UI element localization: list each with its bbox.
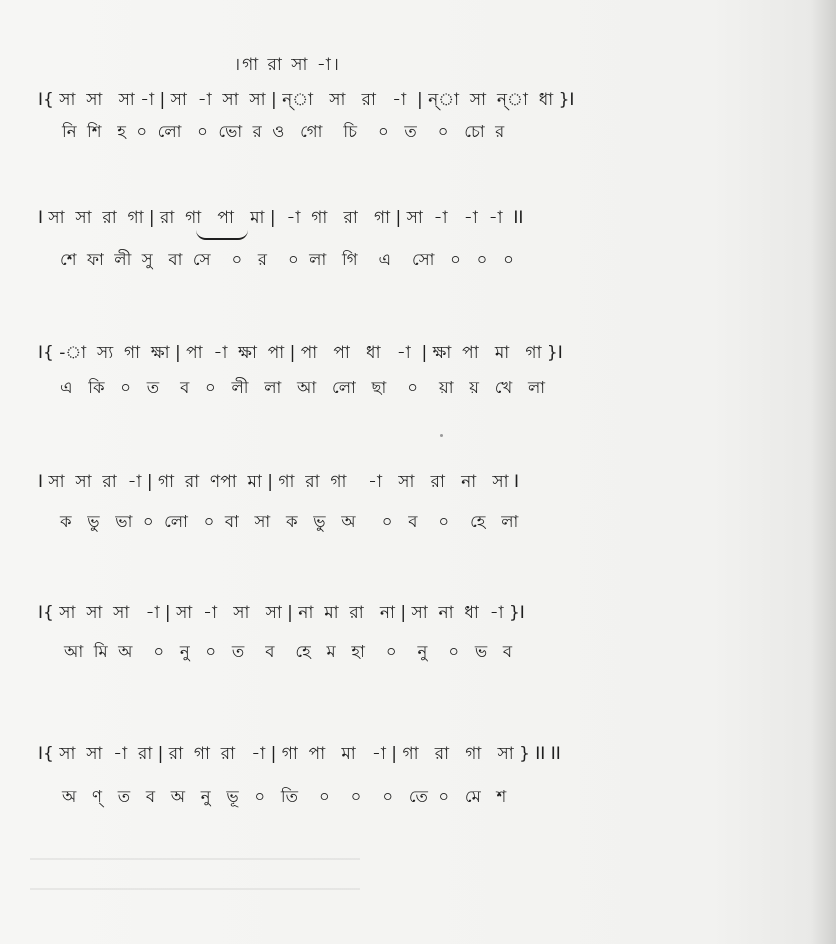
lyric-line-4: ক ভু ভা ০ লো ০ বা সা ক ভু অ ০ ব ০ হে লা: [60, 512, 519, 531]
lyric-line-6: অ ণ্‌ ত ব অ নু ভূ ০ তি ০ ০ ০ তে ০ মে শ: [62, 787, 507, 806]
notation-header: ।গা রা সা -া।: [234, 55, 341, 75]
lyric-line-3: এ কি ০ ত ব ০ লী লা আ লো ছা ০ য়া য় খে লা: [60, 378, 546, 397]
swara-line-2: I সা সা রা গা | রা গা পা মা | -া গা রা গা | সা -া -া -া II: [38, 208, 524, 228]
tie-mark: [196, 230, 248, 240]
lyric-line-5: আ মি অ ০ নু ০ ত ব হে ম হা ০ নু ০ ভ ব: [64, 642, 513, 661]
swara-line-3: I{ -া স্য গা ক্ষা | পা -া ক্ষা পা | পা পা ধা -া | ক্ষা পা মা গা }I: [38, 343, 563, 363]
show-through-bleed: [30, 858, 360, 918]
lyric-line-2: শে ফা লী সু বা সে ০ র ০ লা গি এ সো ০ ০ ০: [60, 250, 514, 269]
swara-line-5: I{ সা সা সা -া | সা -া সা সা | না মা রা না | সা না ধা -া }I: [38, 603, 525, 623]
swara-line-1: I{ সা সা সা -া | সা -া সা সা | ন্‌া সা রা -া | ন্‌া সা ন্‌া ধা }I: [38, 90, 575, 110]
swara-line-6: I{ সা সা -া রা | রা গা রা -া | গা পা মা -া | গা রা গা সা } II II: [38, 744, 561, 764]
stray-dot: [440, 434, 443, 437]
lyric-line-1: নি শি হ ০ লো ০ ভো র ও গো চি ০ ত ০ চো র: [62, 122, 505, 141]
swara-line-4: I সা সা রা -া | গা রা ণপা মা | গা রা গা -া সা রা না সা I: [38, 472, 519, 492]
